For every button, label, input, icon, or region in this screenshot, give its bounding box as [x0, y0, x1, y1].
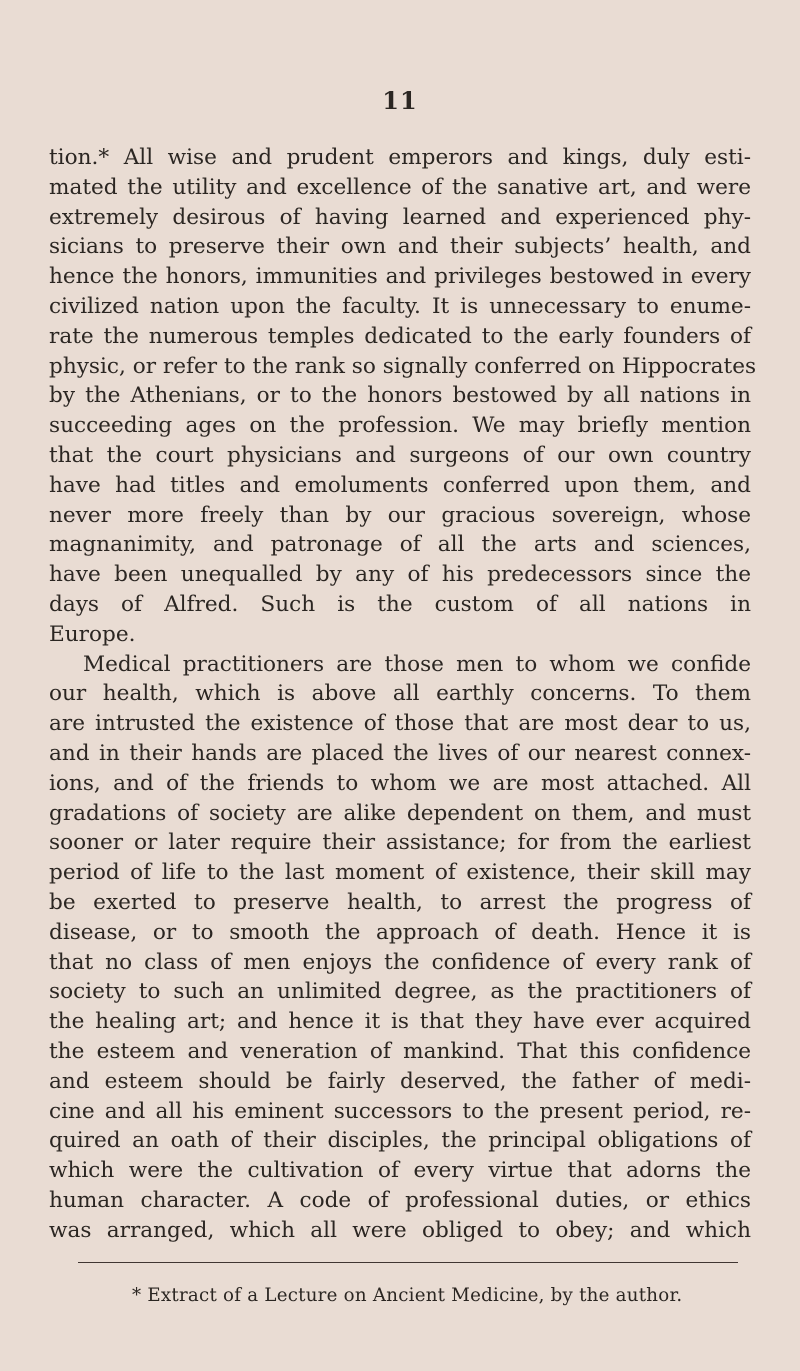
text-line: society to such an unlimited degree, as the practitioners of: [49, 979, 751, 1005]
text-line: have had titles and emoluments conferred upon them, and: [49, 472, 751, 498]
footnote: * Extract of a Lecture on Ancient Medicine, by the author.: [132, 1285, 683, 1306]
text-line: magnanimity, and patronage of all the arts and sciences,: [49, 532, 751, 558]
text-line: was arranged, which all were obliged to obey; and which: [49, 1217, 751, 1243]
text-line: which were the cultivation of every virtue that adorns the: [49, 1158, 751, 1184]
text-line: quired an oath of their disciples, the principal obligations of: [49, 1128, 751, 1154]
text-line: are intrusted the existence of those that are most dear to us,: [49, 711, 751, 737]
text-line: rate the numerous temples dedicated to the early founders of: [49, 323, 751, 349]
text-line: days of Alfred. Such is the custom of all nations in: [49, 592, 751, 617]
text-line: disease, or to smooth the approach of death. Hence it is: [49, 919, 751, 945]
text-line: our health, which is above all earthly concerns. To them: [49, 681, 751, 707]
text-line: by the Athenians, or to the honors bestowed by all nations in: [49, 383, 751, 409]
text-line: and esteem should be fairly deserved, the father of medi-: [49, 1068, 751, 1094]
text-line: the esteem and veneration of mankind. That this confidence: [49, 1039, 751, 1064]
text-line: tion.* All wise and prudent emperors and kings, duly esti-: [49, 145, 751, 170]
text-line: hence the honors, immunities and privileges bestowed in every: [49, 264, 751, 290]
text-line: cine and all his eminent successors to the present period, re-: [49, 1098, 751, 1124]
footnote-divider: [78, 1262, 738, 1263]
text-line: physic, or refer to the rank so signally conferred on Hippocrates: [49, 353, 757, 379]
text-line: and in their hands are placed the lives of our nearest connex-: [49, 741, 751, 766]
text-line: civilized nation upon the faculty. It is unnecessary to enume-: [49, 294, 751, 319]
text-line: period of life to the last moment of existence, their skill may: [49, 860, 751, 886]
text-line: mated the utility and excellence of the sanative art, and were: [49, 174, 751, 200]
text-line: human character. A code of professional duties, or ethics: [49, 1188, 751, 1213]
text-line: that the court physicians and surgeons of our own country: [49, 443, 751, 468]
text-line: sicians to preserve their own and their subjects’ health, and: [49, 234, 751, 260]
text-line: have been unequalled by any of his predecessors since the: [49, 562, 751, 588]
text-line: be exerted to preserve health, to arrest the progress of: [49, 890, 751, 915]
text-line: that no class of men enjoys the confidence of every rank of: [49, 949, 751, 975]
text-line: sooner or later require their assistance; for from the earliest: [49, 830, 751, 856]
text-line: ions, and of the friends to whom we are most attached. All: [49, 770, 751, 796]
text-line: Medical practitioners are those men to whom we confide: [83, 651, 751, 677]
text-line: never more freely than by our gracious sovereign, whose: [49, 502, 751, 528]
page-number: 11: [382, 86, 418, 115]
text-line: gradations of society are alike dependent on them, and must: [49, 800, 751, 826]
text-line: Europe.: [49, 621, 136, 647]
text-line: the healing art; and hence it is that they have ever acquired: [49, 1009, 751, 1035]
text-line: extremely desirous of having learned and experienced phy-: [49, 204, 751, 230]
text-line: succeeding ages on the profession. We may briefly mention: [49, 413, 751, 439]
